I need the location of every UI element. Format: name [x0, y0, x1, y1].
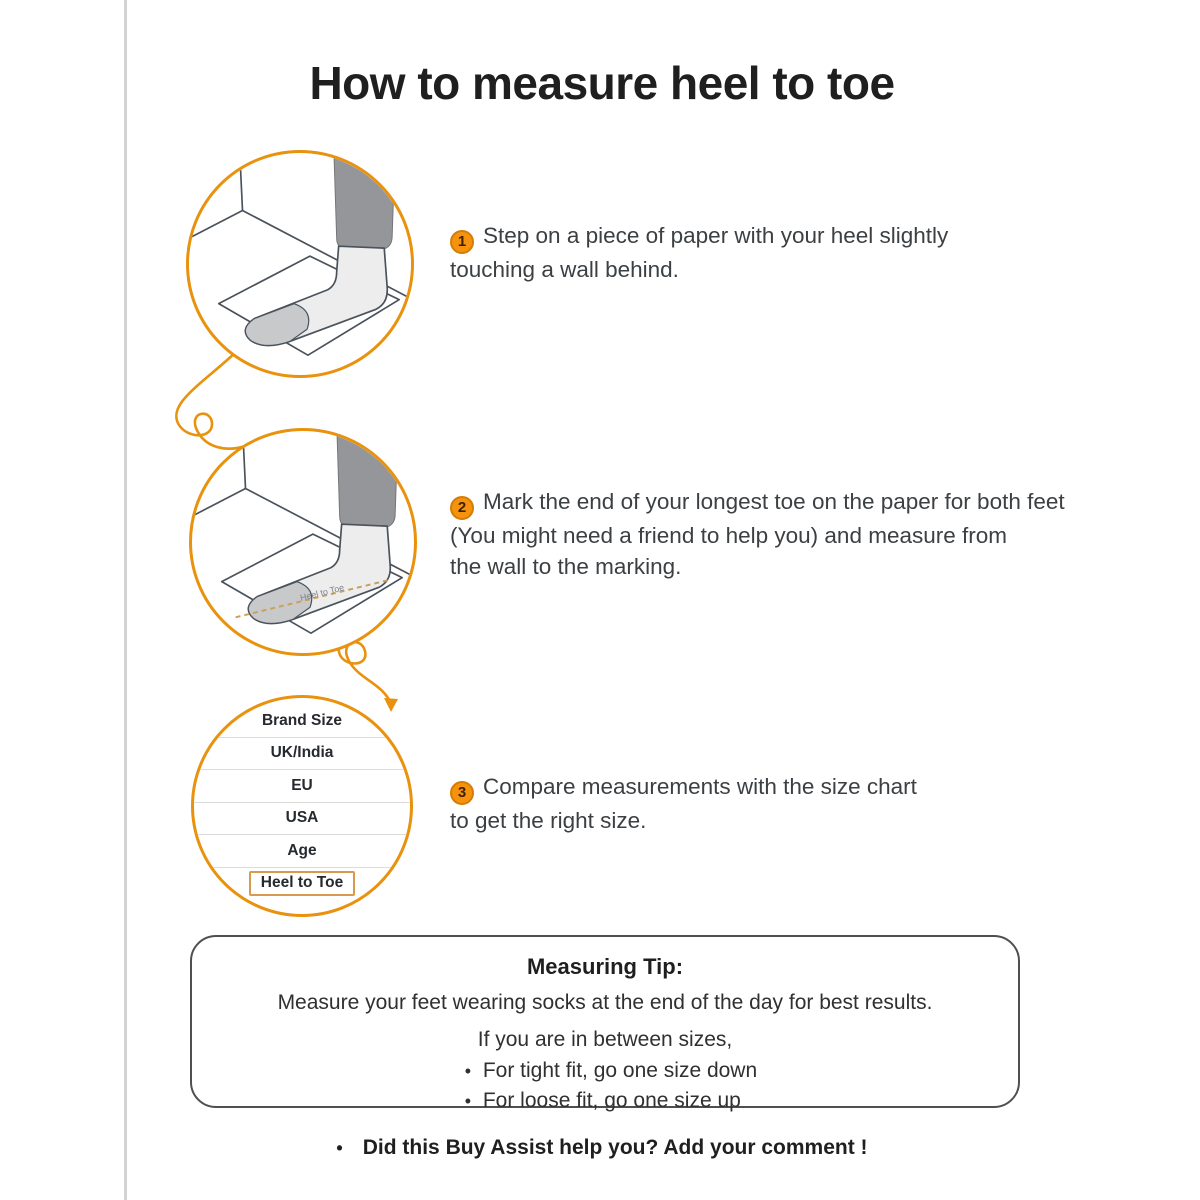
step-2-line-1: [450, 486, 1065, 520]
wall-floor-edge-left: [189, 210, 243, 240]
size-chart-row-eu: EU: [194, 770, 410, 803]
leg: [337, 431, 398, 528]
page-title: How to measure heel to toe: [309, 57, 895, 109]
leg: [334, 153, 395, 250]
foot-on-paper-illustration: [189, 153, 411, 375]
footer-bullet-dot-icon: •: [336, 1137, 343, 1158]
step-3: [450, 771, 917, 836]
measuring-tip-box: [190, 935, 1020, 1112]
step-3-number-badge: 3: [450, 781, 474, 805]
step-2: [450, 486, 1065, 582]
size-chart-row-usa: USA: [194, 803, 410, 836]
bullet-dot-icon: •: [464, 1061, 471, 1081]
tip-bullet-loose-fit: [453, 1086, 757, 1116]
step-1-number-badge: 1: [450, 230, 474, 254]
step-3-line-1: [450, 771, 917, 805]
illustration-circle-step1: [186, 150, 414, 378]
step-1-text: Step on a piece of paper with your heel slightly: [483, 223, 949, 248]
tip-bullet-tight-fit-text: For tight fit, go one size down: [482, 1059, 758, 1082]
squiggle-arrowhead: [384, 698, 398, 712]
step-3-line-2: to get the right size.: [450, 808, 647, 833]
size-chart-row-age: Age: [194, 835, 410, 868]
heel-to-toe-highlight-box: Heel to Toe: [249, 871, 355, 896]
tip-title: Measuring Tip:: [526, 954, 684, 979]
page-left-border-line: [124, 0, 127, 1200]
size-chart-row-uk-india: UK/India: [194, 738, 410, 771]
wall-corner-line: [241, 169, 243, 211]
footer-line: [0, 1136, 1200, 1160]
bullet-dot-icon: •: [464, 1091, 471, 1111]
step-2-line-3: the wall to the marking.: [450, 554, 682, 579]
squiggle-1: [176, 352, 248, 449]
tip-line-1: Measure your feet wearing socks at the end of the day for best results.: [277, 991, 933, 1014]
step-3-text: Compare measurements with the size chart: [483, 774, 917, 799]
wall-corner-line: [244, 447, 246, 489]
footer-text: Did this Buy Assist help you? Add your comment !: [362, 1136, 868, 1159]
step-2-text: Mark the end of your longest toe on the paper for both feet: [483, 489, 1065, 514]
tip-bullet-list: [453, 1056, 757, 1116]
illustration-circle-step2: [189, 428, 417, 656]
step-2-number-badge: 2: [450, 496, 474, 520]
step-1-line-1: [450, 220, 948, 254]
wall-floor-edge-left: [192, 488, 246, 518]
step-1-line-2: touching a wall behind.: [450, 257, 679, 282]
step-1: [450, 220, 948, 285]
size-chart-circle: [191, 695, 413, 917]
foot-measure-illustration: [192, 431, 414, 653]
size-chart-row-brand-size: Brand Size: [194, 705, 410, 738]
tip-bullet-loose-fit-text: For loose fit, go one size up: [482, 1089, 741, 1112]
step-2-line-2: (You might need a friend to help you) and measure from: [450, 523, 1007, 548]
tip-bullet-tight-fit: [453, 1056, 757, 1086]
heel-to-toe-mini-label: Heel to Toe: [299, 582, 346, 603]
tip-line-2: If you are in between sizes,: [477, 1028, 733, 1051]
size-chart-row-heel-to-toe: [194, 868, 410, 900]
